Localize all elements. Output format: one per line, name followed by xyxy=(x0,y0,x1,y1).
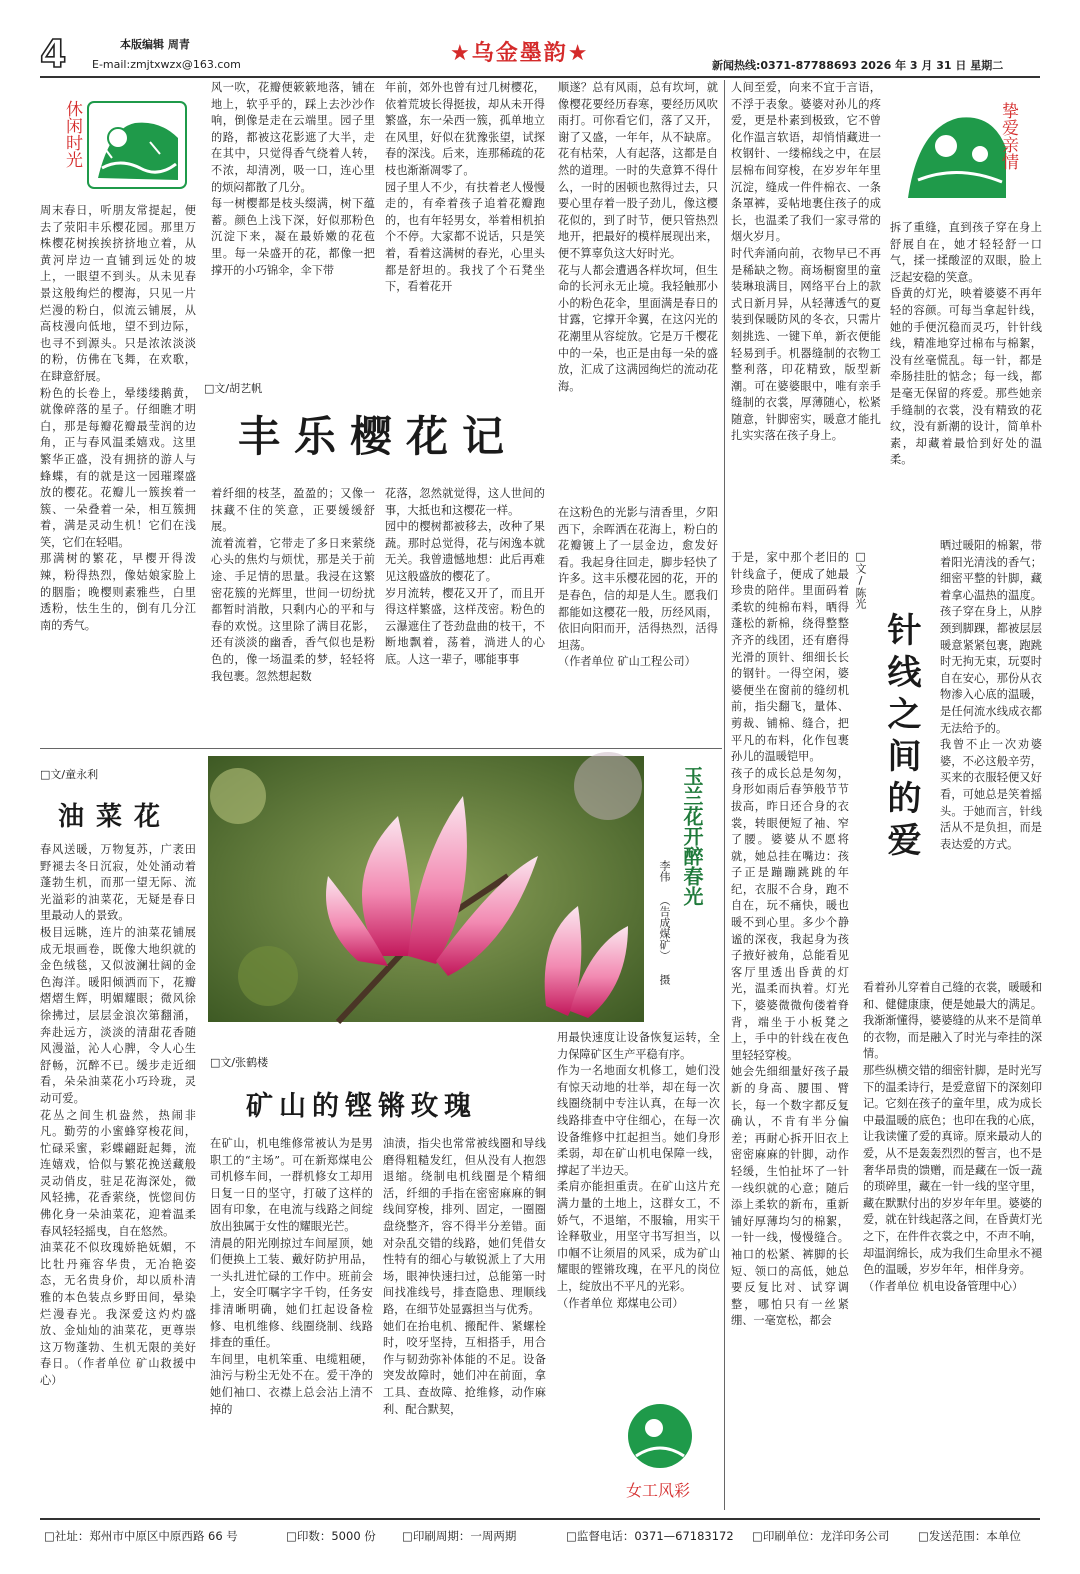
footer-print-count: □印数：5000 份 xyxy=(286,1529,376,1543)
divider-vertical xyxy=(724,80,725,1510)
article2-col-right-top: 拆了重缝，直到孩子穿在身上舒展自在，她才轻轻舒一口气，揉一揉酸涩的双眼，脸上泛起安稳的笑意。 昏黄的灯光，映着婆婆不再年轻的容颜。可每当拿起针线，她的手便沉稳而灵巧，针针线线，精准地穿过棉布与棉絮，没有丝毫慌乱。每一针，都是牵肠挂肚的惦念；每一线，都是毫无保留的疼爱。那些她亲手缝制的衣裳，没有精致的花纹，没有新潮的设计，简单朴素，却藏着最恰到好处的温柔。 xyxy=(890,221,1042,467)
article1-col6: 花落，忽然就觉得，这人世间的事，大抵也和这樱花一样。 园中的樱树都被移去，改种了果蔬。那时总觉得，花与闲逸本就无关。我曾遗憾地想：此后再难见这般盛放的樱花了。 岁月流转，樱花又开了，而且开得这样繁盛，这样茂密。粉色的云瀑遮住了苍劲盘曲的枝干，不断地飘着，荡着，淌进人的心底。人这一辈子，哪能事事 xyxy=(385,487,545,666)
footer-cycle: □印刷周期：一周两期 xyxy=(402,1529,517,1543)
section-label-leisure: 休闲时光 xyxy=(62,100,82,168)
article3-title: 油菜花 xyxy=(58,802,173,832)
women-illustration xyxy=(620,1400,700,1472)
article3-text: 春风送暖，万物复苏，广袤田野褪去冬日沉寂，处处涌动着蓬勃生机，而那一望无际、流光溢彩的油菜花，无疑是春日里最动人的景致。 极目远眺，连片的油菜花铺展成无垠画卷，既像大地织就的金色绒毯，又似波澜壮阔的金色海洋。暖阳倾洒而下，花瓣熠熠生辉，明媚耀眼；微风徐徐拂过，层层金浪次第翻涌，奔赴远方，淡淡的清甜花香随风漫溢，沁人心脾，令人心生舒畅，沉醉不已。缓步走近细看，朵朵油菜花小巧玲珑，灵动可爱。 花丛之间生机盎然，热闹非凡。勤劳的小蜜蜂穿梭花间，忙碌采蜜，彩蝶翩跹起舞，流连嬉戏，恰似与繁花挽送藏般灵动俏皮，驻足花海深处，微风轻拂，花香萦绕，恍惚间仿佛化身一朵油菜花，迎着温柔春风轻轻摇曳，自在悠然。 油菜花不似玫瑰娇艳妩媚，不比牡丹雍容华贵，无冶艳姿态，无名贵身价，却以质朴清雅的本色装点乡野田间，晕染烂漫春光。我深爱这灼灼盛放、金灿灿的油菜花，更尊崇这万物蓬勃、生机无限的美好春日。（作者单位 矿山救援中心） xyxy=(40,843,196,1387)
article4-col2: 油渍，指尖也常常被线圈和导线磨得粗糙发红，但从没有人抱怨退缩。绕制电机线圈是个精细活，纤细的手指在密密麻麻的铜线间穿梭，排列、固定，一圈圈盘绕整齐，容不得半分差错。面对杂乱交错的线路，她们凭借女性特有的细心与敏锐派上了大用场，眼神快速扫过，总能第一时间找准线号，排查隐患、理顺线路，在细节处显露担当与优秀。 她们在抬电机、搬配件、紧螺栓时，咬牙坚持，互相搭手，用合作与韧劲弥补体能的不足。设备突发故障时，她们冲在前面，拿工具、查故障、抢维修，动作麻利、配合默契， xyxy=(383,1137,546,1416)
article4-title: 矿山的铿锵玫瑰 xyxy=(246,1091,477,1122)
magnolia-photo xyxy=(208,756,644,1022)
editor-line: 本版编辑 周青 xyxy=(120,38,190,51)
article1-col2: 风一吹，花瓣便簌簌地落，铺在地上，软乎乎的，踩上去沙沙作响，倒像是走在云端里。园子里的路，都被这花影遮了大半，走在其中，只觉得香气绕着人转，不浓，却清冽，吸一口，连心里的烦闷都散了几分。 每一树樱都是枝头缀满，树下蕴蓄。颜色上浅下深，好似那粉色沉淀下来，凝在最娇嫩的花苞里。每一朵盛开的花，都像一把撑开的小巧锦伞，伞下带 xyxy=(211,81,375,277)
article2-col-right-mid: 晒过暖阳的棉絮，带着阳光清浅的香气；细密平整的针脚，藏着拿心温热的温度。孩子穿在身上，从脖颈到脚踝，都被层层暖意紧紧包裹，跑跳时无拘无束，玩耍时自在安心，那份从衣物渗入心底的温暖，是任何流水线成衣都无法给予的。 我曾不止一次劝婆婆，不必这般辛劳，买来的衣服轻便又好看，可她总是笑着摇头。于她而言，针线活从不是负担，而是表达爱的方式。 xyxy=(940,539,1042,851)
footer-printer: □印刷单位：龙洋印务公司 xyxy=(752,1529,890,1543)
article4-author: □文/张鹤楼 xyxy=(210,1056,269,1069)
editor-email: E-mail:zmjtxwzx@163.com xyxy=(92,58,241,71)
article1-col5: 着纤细的枝茎，盈盈的；又像一抹藏不住的笑意，正要缓缓舒展。 流着流着，它带走了多日来萦绕心头的焦灼与烦忧，那是关于前途、手足情的思量。我浸在这繁密花簇的光辉里，世间一切纷扰都暂时消散，只剩内心的平和与春的欢悦。这里除了满目花影，还有淡淡的幽香，香气似也是粉色的，像一场温柔的梦，轻轻将我包裹。忽然想起数 xyxy=(211,487,375,683)
divider-horizontal xyxy=(40,748,722,749)
photo-caption: 玉兰花开醉春光 xyxy=(680,766,704,906)
article1-title: 丰乐樱花记 xyxy=(238,412,519,461)
article2-col-top-cont xyxy=(731,312,881,546)
masthead-title: ★乌金墨韵★ xyxy=(450,41,590,66)
article2-col-top: 人间至爱，向来不宜于言语，不浮于表象。婆婆对孙儿的疼爱，更是朴素到极致，它不曾化作温言软语，却悄悄藏进一枚钢针、一缕棉线之中，在层层棉布间穿梭，在岁岁年年里沉淀，缝成一件件棉衣、一条条罩裤，妥帖地裹住孩子的成长，也温柔了我们一家寻常的烟火岁月。 时代奔涌向前，衣物早已不再是稀缺之物。商场橱窗里的童装琳琅满目，网络平台上的款式日新月异，从轻薄透气的夏装到保暖防风的冬衣，只需片刻挑选、一键下单，新衣便能轻易到手。机器缝制的衣物工整利落，印花精致，版型新潮。可在婆婆眼中，唯有亲手缝制的衣裳，厚薄随心，松紧随意，针脚密实，暖意才能扎扎实实落在孩子身上。 xyxy=(731,81,881,443)
article1-col4: 顺遂？总有风雨，总有坎坷，就像樱花要经历春寒，要经历风吹雨打。可你看它们，落了又开，谢了又盛，一年年，从不缺席。花有枯荣，人有起落，这都是自然的道理。一时的失意算不得什么，一时的困顿也熬得过去，只要心里存着一股子劲儿，像这樱花似的，到了时节，便只管热烈地开，把最好的模样展现出来，便不算辜负这大好时光。 花与人都会遭遇各样坎坷，但生命的长河永无止境。我轻触那小小的粉色花伞，里面满是春日的甘露，它撑开伞翼，在这闪光的花潮里从容绽放。它是万千樱花中的一朵，也正是由每一朵的盛放，汇成了这满园绚烂的流动花海。 xyxy=(558,81,718,393)
article2-title: 针线之间的爱 xyxy=(881,612,921,864)
page-number: 4 xyxy=(40,32,67,76)
hotline-date: 新闻热线:0371-87788693 2026 年 3 月 31 日 星期二 xyxy=(712,59,1004,72)
section-label-women: 女工风彩 xyxy=(626,1481,691,1500)
footer-distribution: □发送范围：本单位 xyxy=(918,1529,1021,1543)
article2-col-mid: 于是，家中那个老旧的针线盒子，便成了她最珍贵的陪伴。里面码着柔软的纯棉布料，晒得蓬松的新棉，绕得整整齐齐的线团，还有磨得光滑的顶针、细细长长的钢针。一得空闲，婆婆便坐在窗前的缝纫机前，指尖翻飞，量体、剪裁、铺棉、缝合，把平凡的布料，化作包裹孙儿的温暖铠甲。 孩子的成长总是匆匆，身形如雨后春笋般节节拔高，昨日还合身的衣裳，转眼便短了袖、窄了腰。婆婆从不愿将就，她总挂在嘴边：孩子正是蹦蹦跳跳的年纪，衣服不合身，跑不自在，玩不痛快，暖也暖不到心里。多少个静谧的深夜，我起身为孩子掖好被角，总能看见客厅里透出昏黄的灯光，温柔而执着。灯光下，婆婆微微佝偻着脊背，端坐于小板凳之上，手中的针线在夜色里轻轻穿梭。 她会先细细量好孩子最新的身高、腰围、臂长，每一个数字都反复确认，不肯有半分偏差；再耐心拆开旧衣上密密麻麻的针脚，动作轻缓，生怕扯坏了一针一线织就的心意；随后添上柔软的新布，重新铺好厚薄均匀的棉絮，一针一线，慢慢缝合。袖口的松紧、裤脚的长短、领口的高低，她总要反复比对、试穿调整，哪怕只有一丝紧绷、一毫宽松，都会 xyxy=(731,551,849,1328)
article1-col3: 年前，郊外也曾有过几树樱花，依着荒坡长得挺拔，却从未开得繁盛，东一朵西一簇，孤单地立在风里，好似在犹豫张望，试探春的深浅。后来，连那稀疏的花枝也渐渐凋零了。 园子里人不少，有扶着老人慢慢走的，有牵着孩子追着花瓣跑的，也有年轻男女，举着相机拍个不停。大家都不说话，只是笑着，看着这满树的春光，心里头都是舒坦的。我找了个石凳坐下，看着花开 xyxy=(385,81,545,294)
article4-col1: 在矿山，机电维修常被认为是男职工的“主场”。可在新郑煤电公司机修车间，一群机修女工却用日复一日的坚守，打破了这样的固有印象，在电流与线路之间绽放出独属于女性的耀眼光芒。 清晨的阳光刚掠过车间屋顶，她们便换上工装、戴好防护用品，一头扎进忙碌的工作中。班前会上，安全叮嘱字字千钧，任务安排清晰明确，她们扛起设备检修、电机维修、线圈绕制、线路排查的重任。 车间里，电机笨重、电缆粗硬，油污与粉尘无处不在。爱干净的她们袖口、衣襟上总会沾上清不掉的 xyxy=(210,1137,373,1416)
footer-rule xyxy=(40,1518,1040,1520)
section-label-love: 挚爱亲情 xyxy=(998,102,1018,170)
article2-author: □文/陈光 xyxy=(854,550,867,609)
article3-author: □文/童永利 xyxy=(40,768,99,781)
article4-col3: 用最快速度让设备恢复运转，全力保障矿区生产平稳有序。 作为一名地面女机修工，她们没有惊天动地的壮举，却在每一次线圈绕制中专注认真，在每一次线路排查中守住细心，在每一次设备维修中扛起担当。她们身形柔弱，却在矿山机电保障一线，撑起了半边天。 柔肩亦能担重责。在矿山这片充满力量的土地上，这群女工，不娇气，不退缩，不服输，用实干诠释敬业，用坚守书写担当，以巾帼不让须眉的风采，成为矿山耀眼的铿锵玫瑰，在平凡的岗位上，绽放出不平凡的光彩。 （作者单位 郑煤电公司） xyxy=(557,1031,720,1310)
footer-supervise: □监督电话：0371—67183172 xyxy=(566,1529,734,1543)
footer-address: □社址：郑州市中原区中原西路 66 号 xyxy=(44,1529,238,1543)
article2-col-right-bot: 看着孙儿穿着自己缝的衣裳，暖暖和和、健健康康，便是她最大的满足。我渐渐懂得，婆婆缝的从来不是简单的衣物，而是融入了时光与牵挂的深情。 那些纵横交错的细密针脚，是时光写下的温柔诗行，是爱意留下的深刻印记。它刻在孩子的童年里，成为成长中最温暖的底色；也印在我的心底，让我读懂了爱的真谛。原来最动人的爱，从不是轰轰烈烈的誓言，也不是奢华昂贵的馈赠，而是藏在一饭一蔬的琐碎里，藏在一针一线的坚守里，藏在默默付出的岁岁年年里。婆婆的爱，就在针线起落之间，在昏黄灯光之下，在件件衣裳之中，不声不响，却温润绵长，成为我们生命里永不褪色的温暖，岁岁年年，相伴身旁。 （作者单位 机电设备管理中心） xyxy=(863,981,1043,1293)
article1-col7: 在这粉色的光影与清香里，夕阳西下，余晖洒在花海上，粉白的花瓣镀上了一层金边，愈发好看。我起身往回走，脚步轻快了许多。这丰乐樱花园的花，开的是春色，信的却是人生。愿我们都能如这樱花一般，历经风雨，依旧向阳而开，活得热烈，活得坦荡。 （作者单位 矿山工程公司） xyxy=(558,506,718,669)
header-rule xyxy=(40,76,1040,78)
photo-credit: 李伟 （告成煤矿） 摄 xyxy=(658,860,671,985)
article1-col1: 周末春日，听朋友常提起，便去了荥阳丰乐樱花园。那里万株樱花树挨挨挤挤地立着，从黄河岸边一直铺到远处的坡上，一眼望不到头。从未见春景这般绚烂的樱海，只见一片烂漫的粉白，似流云铺展，从高枝漫向低地，望不到边际，也寻不到源头。只是浓浓淡淡的粉，仿佛在飞舞，在欢歌，在肆意舒展。 粉色的长卷上，晕缕缕鹅黄，就像碎落的星子。仔细瞧才明白，那是每瓣花瓣最莹润的边角，正与春风温柔嬉戏。这里繁华正盛，没有拥挤的游人与蜂蝶，有的就是这一园璀璨盛放的樱花。花瓣儿一簇挨着一簇、一朵叠着一朵，相互簇拥着，满是灵动生机！它们在浅笑，它们在轻唱。 那满树的繁花，早樱开得泼辣，粉得热烈，像姑娘家脸上的胭脂；晚樱则素雅些，白里透粉，怯生生的，倒有几分江南的秀气。 xyxy=(40,204,196,632)
article1-author: □文/胡艺帆 xyxy=(204,382,263,395)
